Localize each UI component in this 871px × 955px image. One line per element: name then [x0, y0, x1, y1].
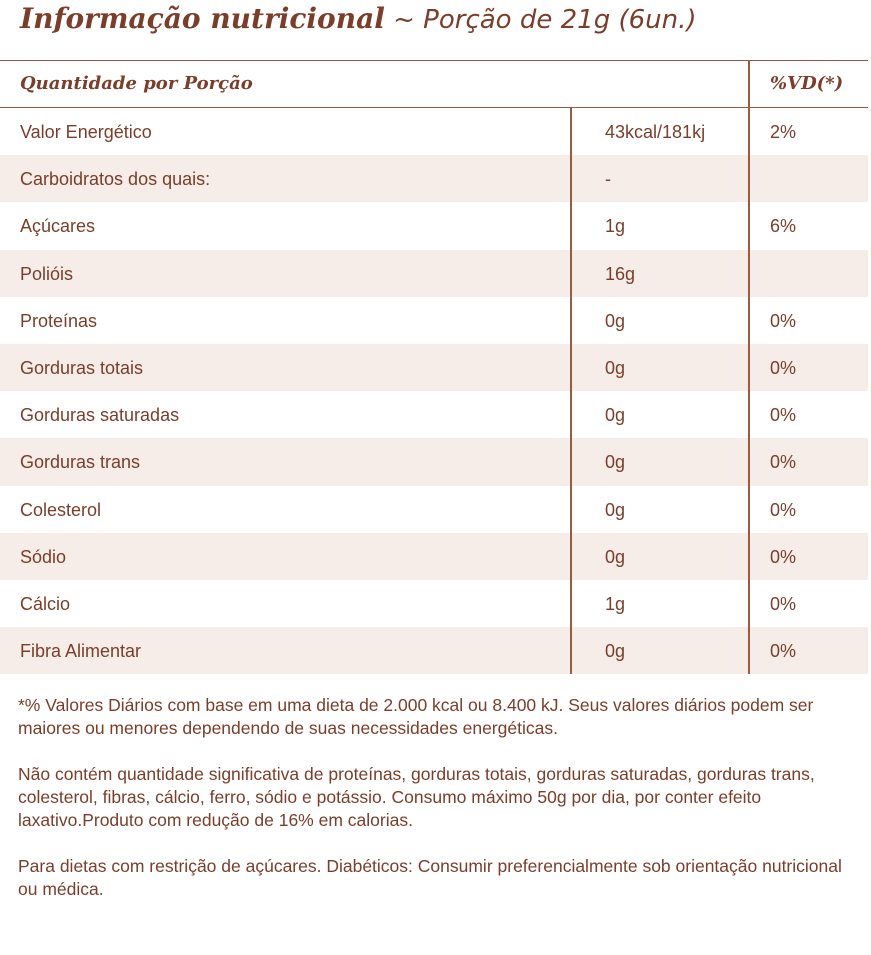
header-divider: [748, 61, 750, 107]
column-divider: [748, 391, 750, 438]
column-divider: [570, 438, 572, 485]
nutrient-quantity: 0g: [605, 357, 626, 378]
column-divider: [570, 486, 572, 533]
nutrient-daily-value: 0%: [770, 310, 797, 331]
table-row: [0, 580, 868, 627]
table-row: [0, 155, 868, 202]
table-body: [0, 108, 868, 674]
column-divider: [748, 533, 750, 580]
column-divider: [570, 533, 572, 580]
nutrient-daily-value: 0%: [770, 546, 797, 567]
nutrient-quantity: 43kcal/181kj: [605, 122, 706, 142]
nutrient-daily-value: 0%: [770, 405, 797, 426]
nutrient-daily-value: 6%: [770, 216, 797, 237]
column-divider: [748, 108, 750, 155]
table-row: [0, 344, 868, 391]
nutrient-daily-value: 0%: [770, 452, 797, 473]
nutrient-daily-value: 0%: [770, 593, 797, 614]
nutrient-name: Polióis: [20, 263, 74, 284]
table-row: [0, 486, 868, 533]
table-row: [0, 297, 868, 344]
nutrient-quantity: 0g: [605, 405, 626, 426]
column-divider: [570, 155, 572, 202]
nutrient-daily-value: 0%: [770, 357, 797, 378]
column-divider: [570, 250, 572, 297]
column-divider: [748, 155, 750, 202]
page-title: [20, 2, 697, 42]
column-divider: [748, 297, 750, 344]
nutrient-daily-value: 0%: [770, 499, 797, 520]
table-row: [0, 438, 868, 485]
column-divider: [570, 391, 572, 438]
table-header: [0, 60, 868, 108]
table-row: [0, 391, 868, 438]
column-divider: [748, 202, 750, 249]
title-main: Informação nutricional: [20, 2, 385, 35]
nutrient-daily-value: 0%: [770, 641, 797, 662]
column-divider: [570, 297, 572, 344]
footnote-diabetics: Para dietas com restrição de açúcares. Diabéticos: Consumir preferencialmente sob orientação nutricional ou médica.: [18, 856, 842, 899]
nutrient-name: Colesterol: [20, 499, 102, 520]
nutrient-name: Fibra Alimentar: [20, 641, 142, 662]
nutrient-name: Açúcares: [20, 216, 96, 237]
footnote-not-significant: Não contém quantidade significativa de proteínas, gorduras totais, gorduras saturadas, gorduras trans, colesterol, fibras, cálcio, ferro, sódio e potássio. Consumo máximo 50g por dia, por conter efeito laxativo.Produto com redução de 16% em calorias.: [18, 764, 815, 830]
nutrient-name: Gorduras trans: [20, 452, 141, 473]
table-row: [0, 108, 868, 155]
nutrient-name: Cálcio: [20, 593, 71, 614]
nutrient-quantity: 0g: [605, 546, 626, 567]
nutrient-name: Proteínas: [20, 310, 98, 331]
table-row: [0, 533, 868, 580]
table-row: [0, 627, 868, 674]
nutrient-quantity: -: [605, 169, 611, 190]
nutrient-name: Gorduras totais: [20, 357, 144, 378]
nutrient-quantity: 0g: [605, 310, 626, 331]
column-divider: [570, 108, 572, 155]
nutrient-quantity: 16g: [605, 263, 636, 284]
column-divider: [570, 580, 572, 627]
nutrient-quantity: 0g: [605, 499, 626, 520]
column-divider: [748, 486, 750, 533]
column-divider: [748, 344, 750, 391]
table-row: [0, 202, 868, 249]
nutrient-daily-value: 2%: [770, 122, 797, 142]
header-quantity: Quantidade por Porção: [20, 73, 253, 94]
header-vd: %VD(*): [770, 73, 844, 94]
column-divider: [570, 627, 572, 674]
nutrient-quantity: 0g: [605, 641, 626, 662]
column-divider: [748, 438, 750, 485]
footnote-daily-values: *% Valores Diários com base em uma dieta de 2.000 kcal ou 8.400 kJ. Seus valores diários podem ser maiores ou menores dependendo de suas necessidades energéticas.: [18, 695, 814, 738]
column-divider: [748, 580, 750, 627]
column-divider: [748, 627, 750, 674]
column-divider: [570, 202, 572, 249]
nutrient-quantity: 1g: [605, 593, 626, 614]
column-divider: [570, 344, 572, 391]
table-row: [0, 250, 868, 297]
nutrient-name: Sódio: [20, 546, 67, 567]
nutrient-quantity: 1g: [605, 216, 626, 237]
footnotes: [18, 694, 863, 924]
nutrient-quantity: 0g: [605, 452, 626, 473]
nutrient-name: Gorduras saturadas: [20, 405, 180, 426]
nutrient-name: Valor Energético: [20, 122, 152, 142]
title-portion: ~ Porção de 21g (6un.): [384, 5, 697, 35]
column-divider: [748, 250, 750, 297]
nutrient-name: Carboidratos dos quais:: [20, 169, 211, 190]
nutrition-table: [0, 60, 868, 674]
